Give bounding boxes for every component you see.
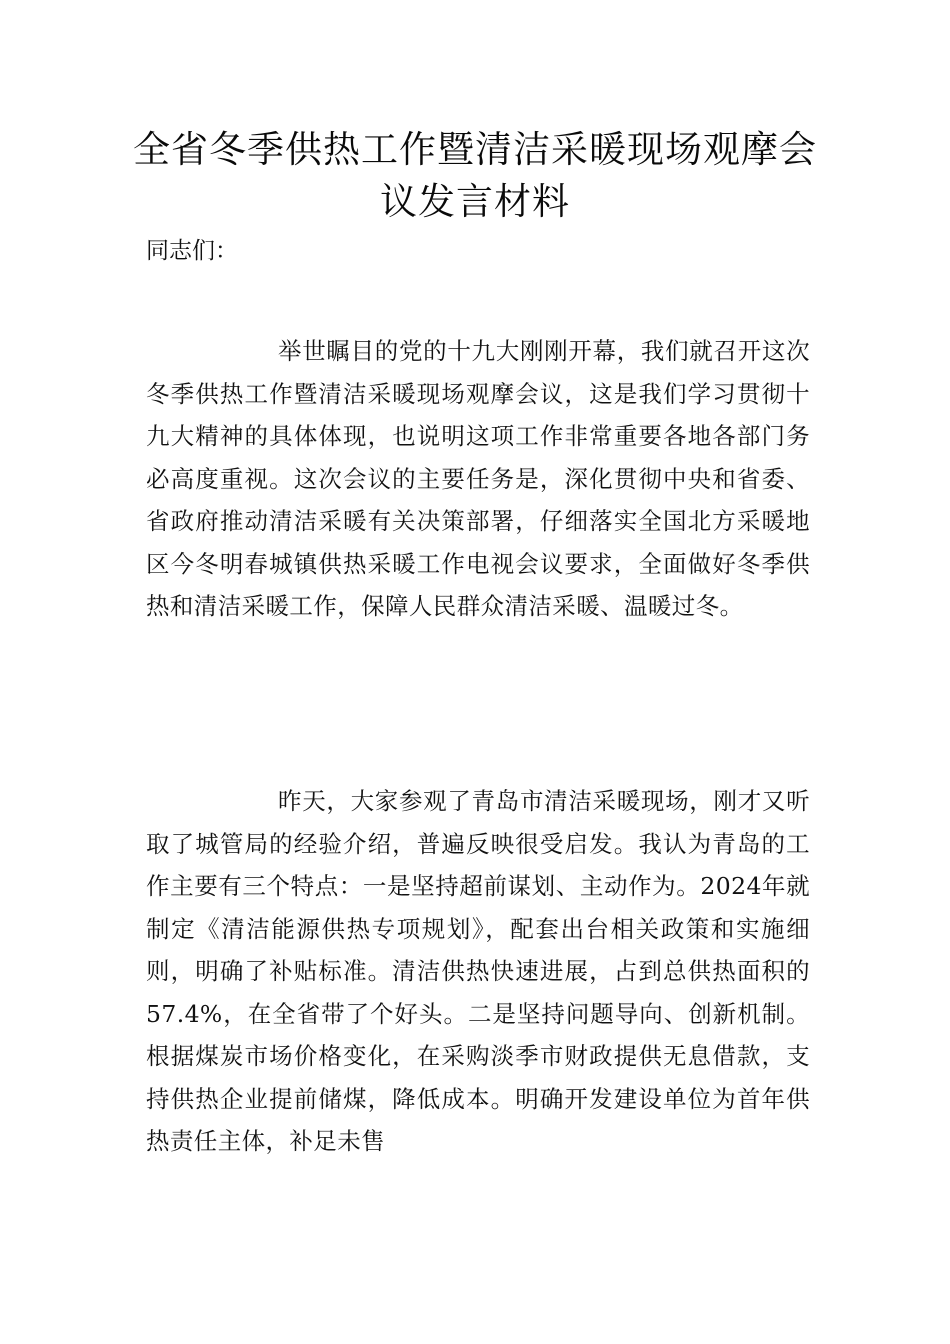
paragraph-2: 昨天，大家参观了青岛市清洁采暖现场，刚才又听取了城管局的经验介绍，普遍反映很受启发。我认为青岛的工作主要有三个特点：一是坚持超前谋划、主动作为。2024年就制定《清洁能源供热专项规划》，配套出台相关政策和实施细则，明确了补贴标准。清洁供热快速进展，占到总供热面积的57.4%，在全省带了个好头。二是坚持问题导向、创新机制。根据煤炭市场价格变化，在采购淡季市财政提供无息借款，支持供热企业提前储煤，降低成本。明确开发建设单位为首年供热责任主体，补足未售 bbox=[146, 787, 810, 1155]
document-title: 全省冬季供热工作暨清洁采暖现场观摩会议发言材料 bbox=[133, 128, 817, 223]
salutation: 同志们： bbox=[146, 238, 238, 264]
paragraph-1: 举世瞩目的党的十九大刚刚开幕，我们就召开这次冬季供热工作暨清洁采暖现场观摩会议，这是我们学习贯彻十九大精神的具体体现，也说明这项工作非常重要各地各部门务必高度重视。这次会议的主要任务是，深化贯彻中央和省委、省政府推动清洁采暖有关决策部署，仔细落实全国北方采暖地区今冬明春城镇供热采暖工作电视会议要求，全面做好冬季供热和清洁采暖工作，保障人民群众清洁采暖、温暖过冬。 bbox=[146, 337, 810, 620]
